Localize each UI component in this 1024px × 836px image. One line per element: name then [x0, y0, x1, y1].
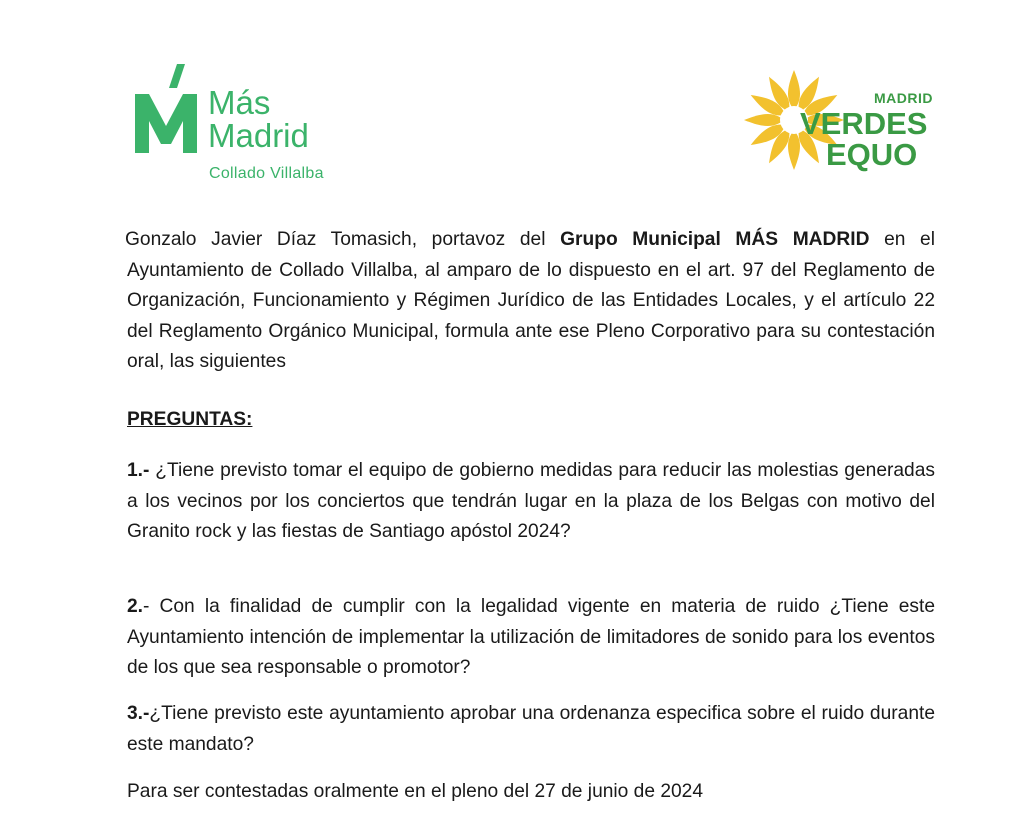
question-3-text: ¿Tiene previsto este ayuntamiento aprobar una ordenanza especifica sobre el ruido durante este mandato?	[127, 703, 935, 755]
question-2-text: - Con la finalidad de cumplir con la legalidad vigente en materia de ruido ¿Tiene este Ayuntamiento intención de implementar la utilización de limitadores de sonido para los eventos de los que sea responsable o promotor?	[127, 596, 935, 679]
intro-part1: Gonzalo Javier Díaz Tomasich, portavoz del	[125, 229, 561, 250]
question-3-number: 3.-	[127, 703, 150, 724]
logo-left-line2: Madrid	[208, 117, 309, 154]
question-1-number: 1.-	[127, 460, 150, 481]
logo-right-line1: VERDES	[800, 106, 928, 141]
question-2	[127, 592, 935, 684]
question-3	[127, 699, 935, 760]
logo-left-line1: Más	[208, 84, 271, 121]
closing-line: Para ser contestadas oralmente en el pleno del 27 de junio de 2024	[127, 781, 704, 802]
intro-group-name: Grupo Municipal MÁS MADRID	[560, 229, 870, 250]
verdes-equo-logo	[742, 66, 942, 176]
logo-right-line2: EQUO	[826, 137, 918, 172]
mas-madrid-logo	[133, 64, 363, 189]
intro-paragraph	[127, 225, 935, 378]
mas-madrid-m-icon	[133, 64, 203, 156]
logo-left-city: Collado Villalba	[209, 165, 324, 182]
question-1-text: ¿Tiene previsto tomar el equipo de gobierno medidas para reducir las molestias generadas a los vecinos por los conciertos que tendrán lugar en la plaza de los Belgas con motivo del Granito rock y las fiestas de Santiago apóstol 2024?	[127, 460, 935, 543]
question-2-number: 2.	[127, 596, 144, 617]
questions-heading: PREGUNTAS:	[127, 409, 253, 430]
logo-right-region: MADRID	[874, 90, 933, 106]
question-1	[127, 456, 935, 548]
intro-part2: en el Ayuntamiento de Collado Villalba, al amparo de lo dispuesto en el art. 97 del Reglamento de Organización, Funcionamiento y Régimen Jurídico de las Entidades Locales, y el artículo 22 del Reglamento Orgánico Municipal, formula ante ese Pleno Corporativo para su contestación oral, las siguientes	[127, 229, 935, 373]
